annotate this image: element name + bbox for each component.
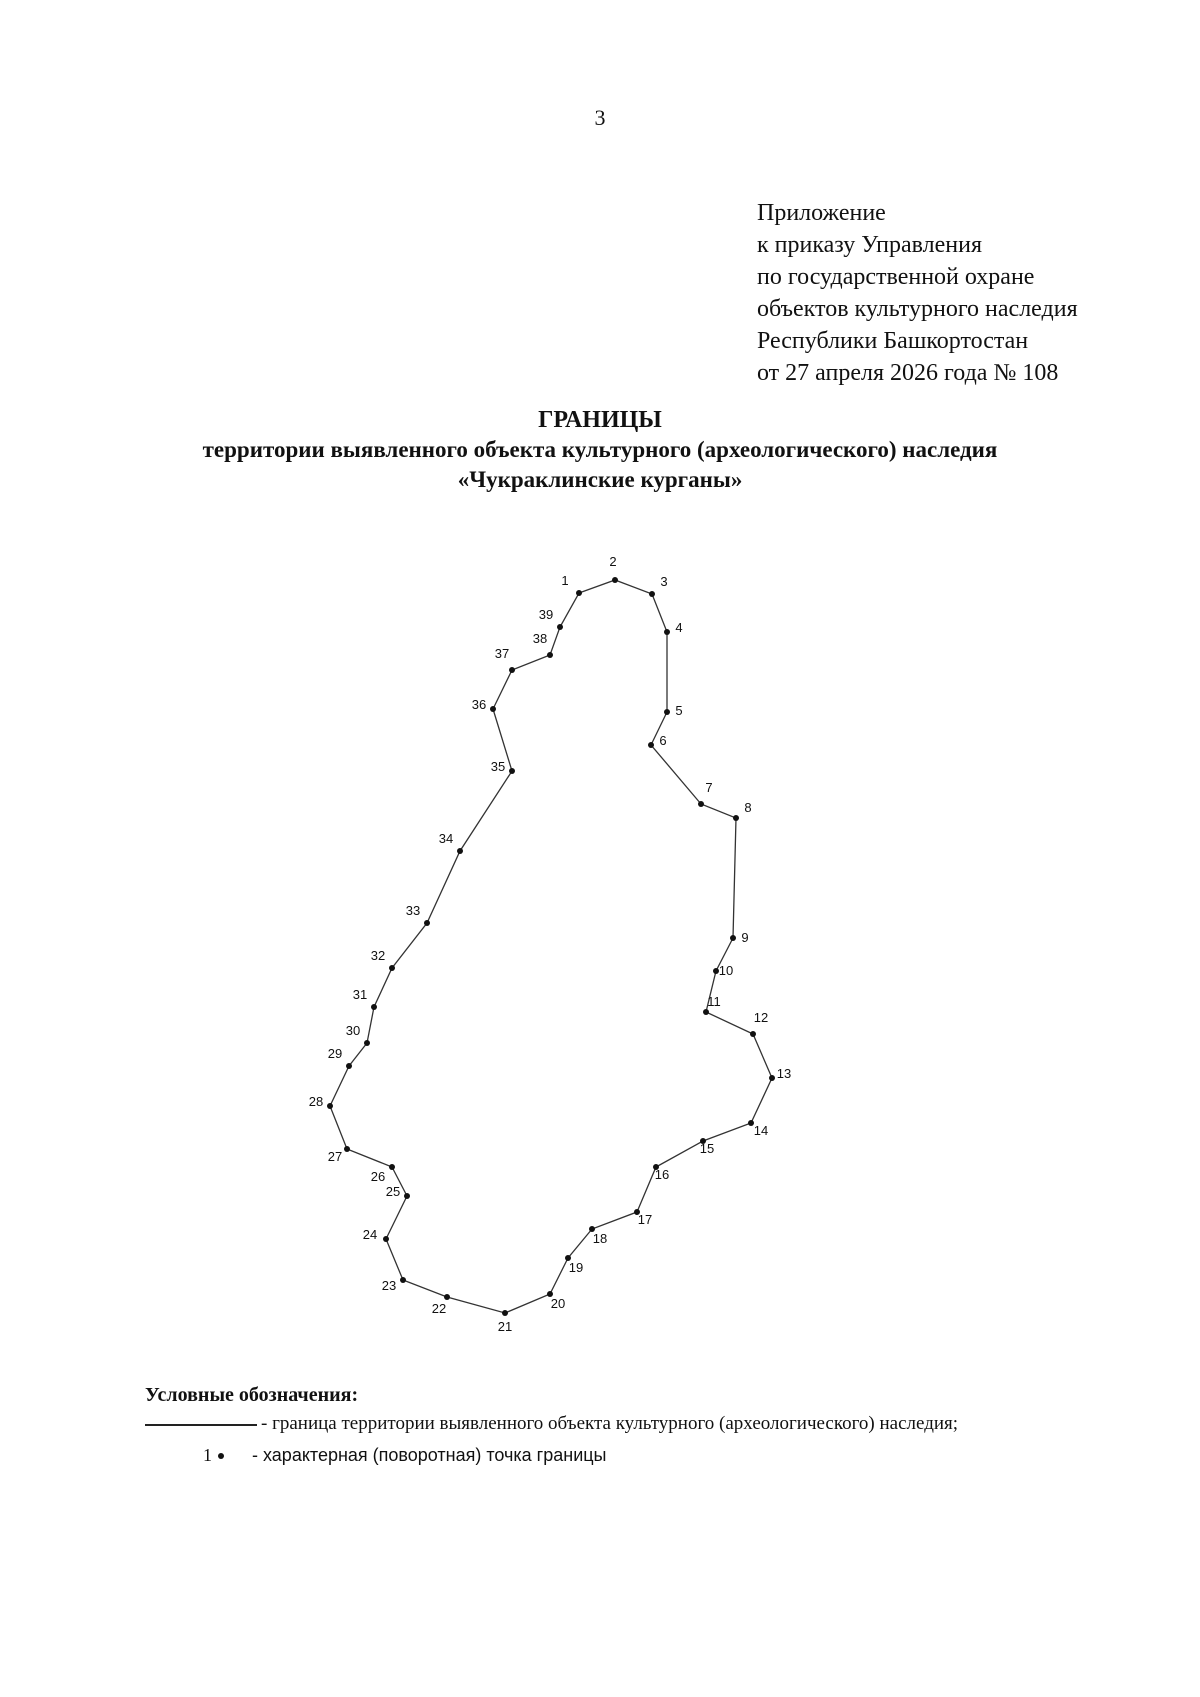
boundary-point-label: 37 [494,646,510,661]
boundary-point-label: 33 [405,903,421,918]
boundary-point [612,577,618,583]
boundary-point [664,629,670,635]
boundary-point-label: 10 [718,963,734,978]
page-number: 3 [594,105,606,130]
legend-point-text: - характерная (поворотная) точка границы [252,1445,607,1465]
point-dot-icon [218,1453,224,1459]
boundary-point-label: 12 [753,1010,769,1025]
boundary-point [490,706,496,712]
boundary-point [769,1075,775,1081]
appendix-line: Республики Башкортостан [757,328,1029,354]
boundary-point-label: 8 [744,800,752,815]
boundary-line [327,580,772,1313]
boundary-point [750,1031,756,1037]
boundary-point-label: 11 [707,994,721,1009]
boundary-point-label: 9 [741,930,749,945]
boundary-point [730,935,736,941]
boundary-point [557,624,563,630]
legend-point-number: 1 [203,1445,212,1465]
boundary-point [509,667,515,673]
boundary-point-label: 22 [431,1301,447,1316]
boundary-point-label: 15 [699,1141,715,1156]
boundary-point-label: 2 [609,554,617,569]
boundary-point [703,1009,709,1015]
boundary-point-label: 17 [637,1212,653,1227]
boundary-point-label: 34 [438,831,454,846]
boundary-line-symbol [145,1424,257,1426]
boundary-point [389,1164,395,1170]
document-subtitle: территории выявленного объекта культурного (археологического) наследия [202,437,998,462]
boundary-point [664,709,670,715]
appendix-line: по государственной охране [757,264,1035,290]
boundary-point-label: 3 [660,574,668,589]
legend-title: Условные обозначения: [145,1384,359,1406]
boundary-point-label: 30 [345,1023,361,1038]
boundary-point [502,1310,508,1316]
boundary-point [389,965,395,971]
boundary-point-label: 19 [568,1260,584,1275]
document-title: ГРАНИЦЫ [538,407,662,433]
appendix-line: объектов культурного наследия [757,296,1078,322]
boundary-point [698,801,704,807]
boundary-point-label: 14 [753,1123,769,1138]
boundary-point [404,1193,410,1199]
boundary-point-label: 26 [370,1169,386,1184]
boundary-point [547,652,553,658]
legend-line-text: - граница территории выявленного объекта культурного (археологического) наследия; [261,1413,959,1434]
boundary-point-label: 39 [538,607,554,622]
boundary-point [576,590,582,596]
boundary-point-label: 20 [550,1296,566,1311]
boundary-point [457,848,463,854]
boundary-point-label: 28 [308,1094,324,1109]
boundary-point [327,1103,333,1109]
boundary-point-label: 23 [381,1278,397,1293]
appendix-line: Приложение [757,200,886,226]
boundary-point-label: 29 [327,1046,343,1061]
boundary-point-label: 27 [327,1149,343,1164]
legend-point-row [145,1445,1115,1466]
appendix-line: к приказу Управления [757,232,983,258]
boundary-point [371,1004,377,1010]
boundary-point-label: 36 [471,697,487,712]
boundary-point-label: 4 [675,620,683,635]
boundary-point [509,768,515,774]
boundary-point-label: 38 [532,631,548,646]
legend-line-row [145,1411,1115,1437]
boundary-point [733,815,739,821]
boundary-point [346,1063,352,1069]
boundary-point [364,1040,370,1046]
boundary-point [424,920,430,926]
boundary-point-label: 1 [561,573,569,588]
boundary-point-label: 18 [592,1231,608,1246]
boundary-point [648,742,654,748]
boundary-point-label: 7 [705,780,713,795]
boundary-point [400,1277,406,1283]
boundary-point-label: 6 [659,733,667,748]
boundary-point-label: 24 [362,1227,378,1242]
boundary-point-label: 16 [654,1167,670,1182]
boundary-point [344,1146,350,1152]
boundary-point-label: 5 [675,703,683,718]
legend [145,1384,1115,1466]
boundary-point-label: 31 [352,987,368,1002]
boundary-point-label: 13 [776,1066,792,1081]
boundary-point [444,1294,450,1300]
boundary-point-label: 32 [370,948,386,963]
boundary-point [383,1236,389,1242]
boundary-point-label: 25 [385,1184,401,1199]
boundary-point [649,591,655,597]
boundary-point-label: 35 [490,759,506,774]
appendix-line: от 27 апреля 2026 года № 108 [757,360,1059,386]
object-name: «Чукраклинские курганы» [457,467,743,492]
boundary-point-label: 21 [497,1319,513,1334]
